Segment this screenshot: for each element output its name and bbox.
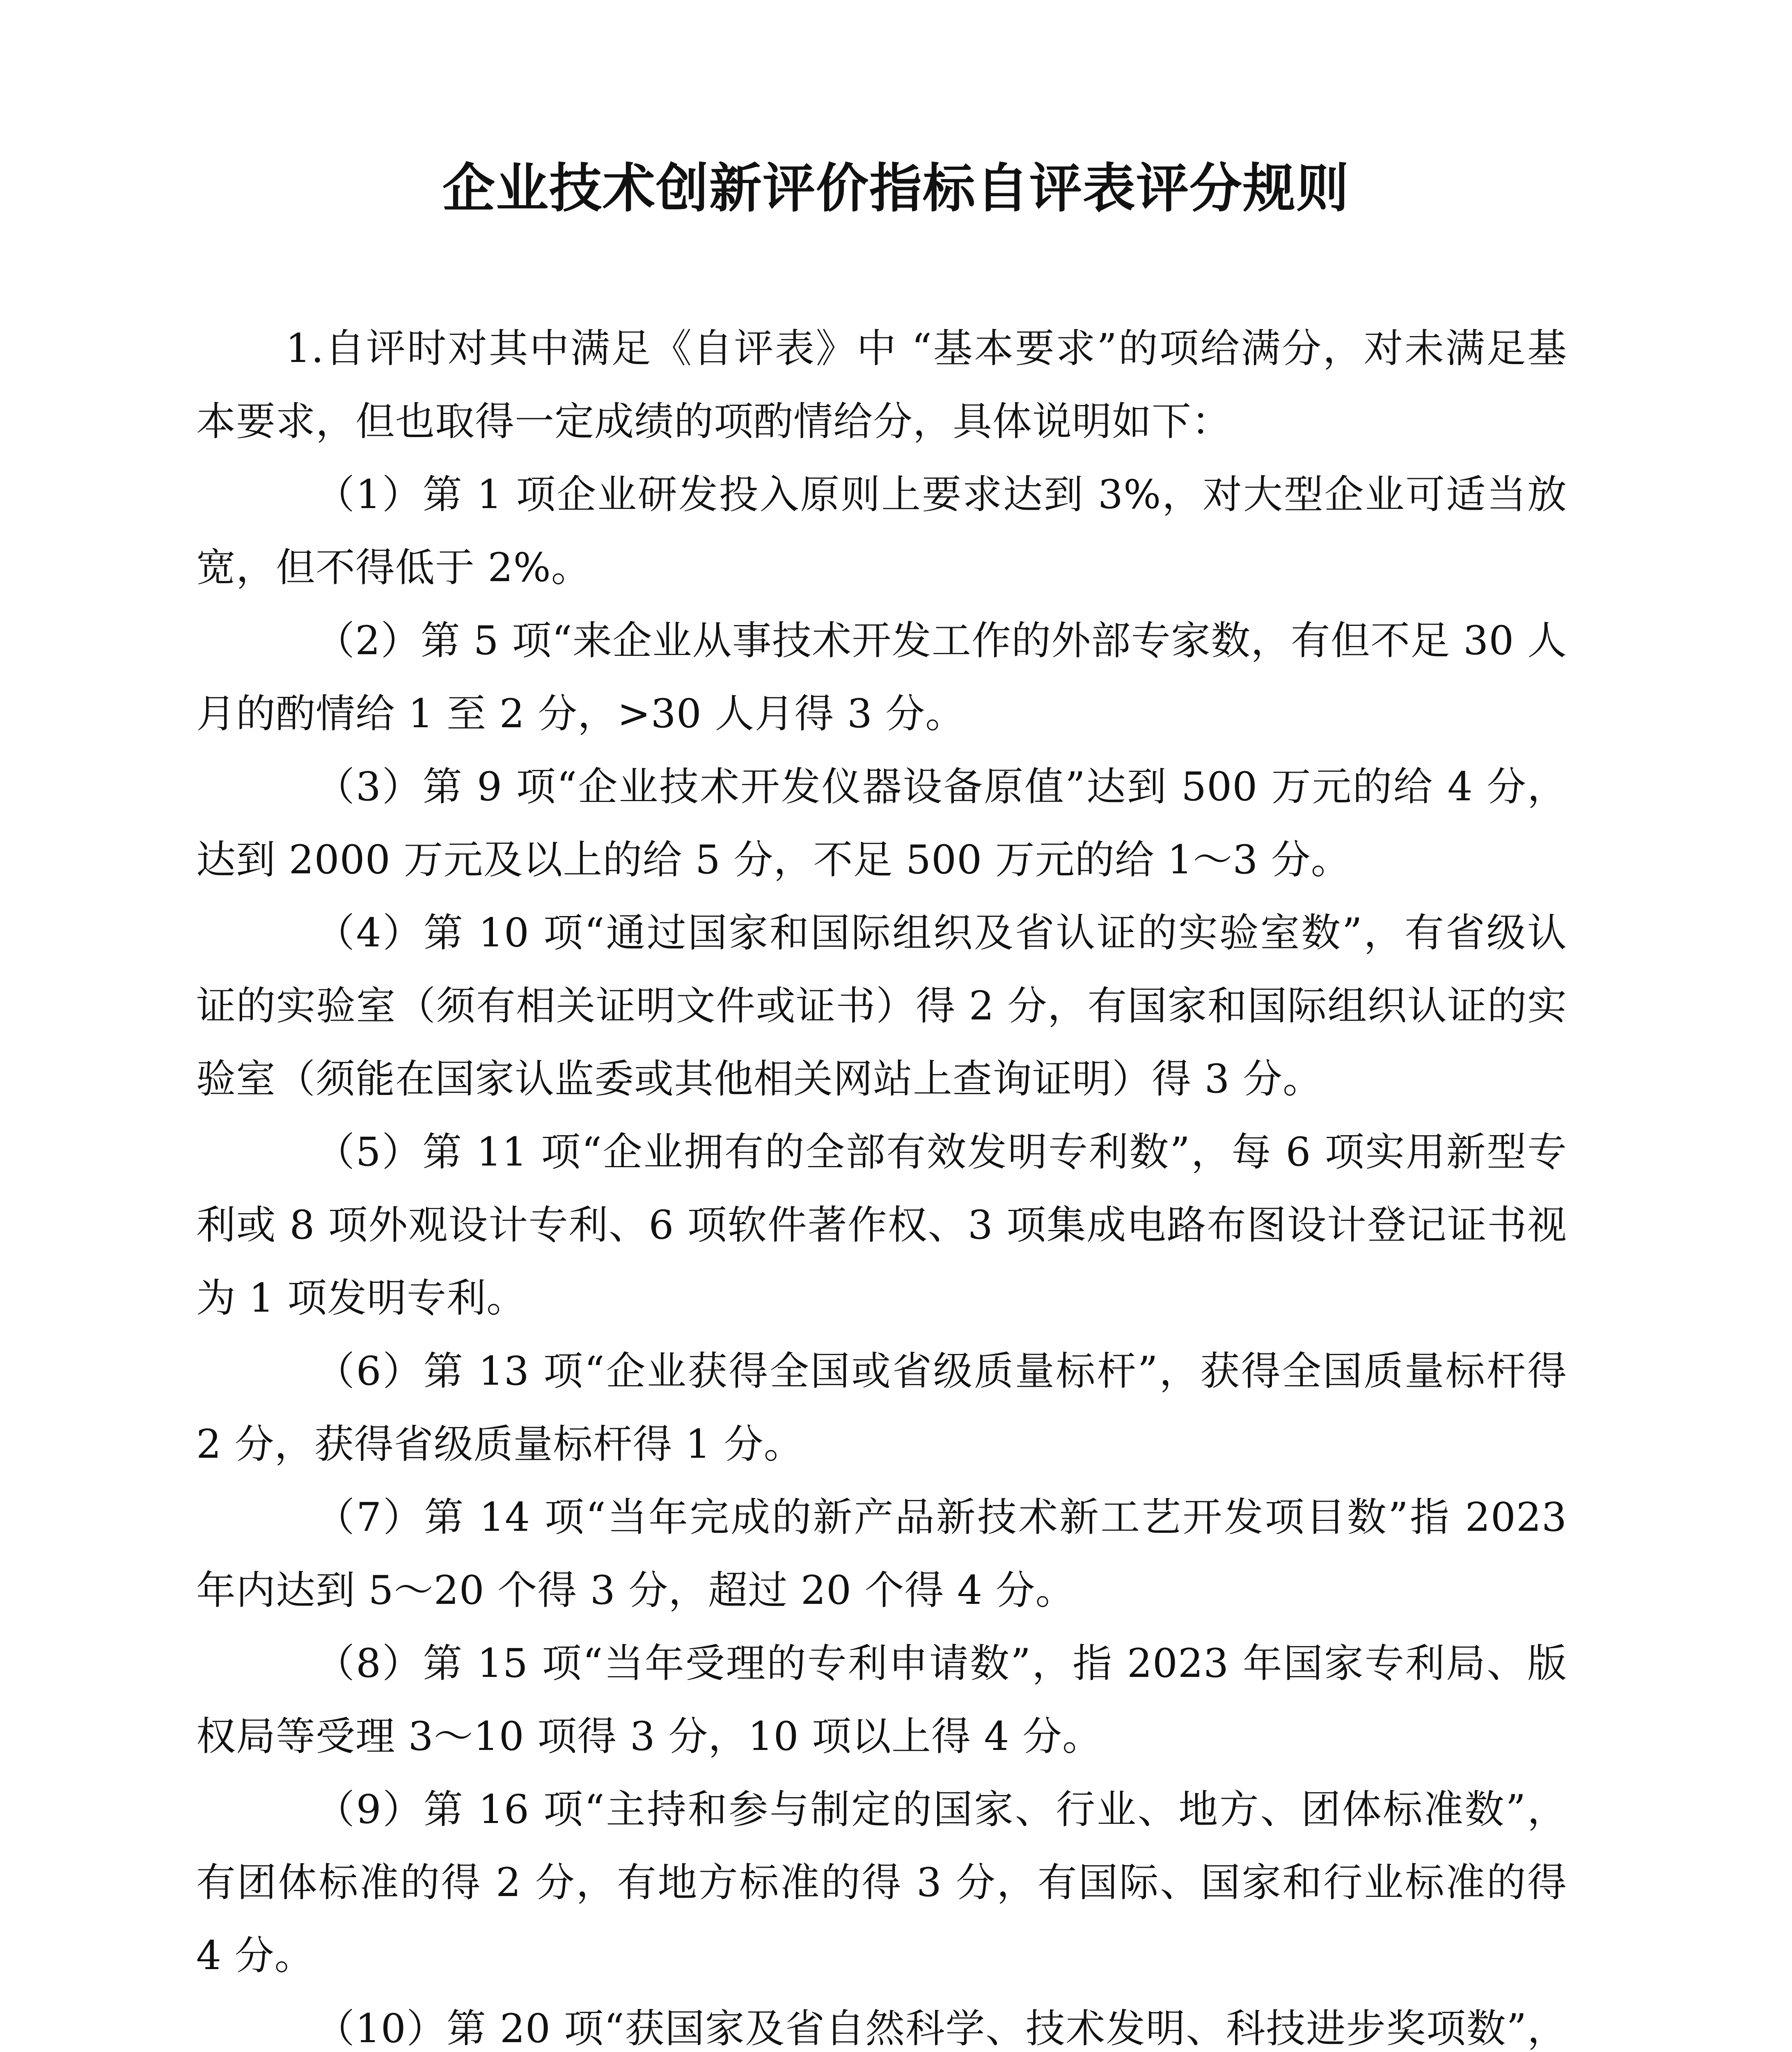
paragraph-item-2: （2）第 5 项“来企业从事技术开发工作的外部专家数，有但不足 30 人月的酌情给 1 至 2 分，>30 人月得 3 分。 bbox=[196, 618, 1567, 737]
document-title: 企业技术创新评价指标自评表评分规则 bbox=[442, 158, 1350, 219]
paragraph-item-5: （5）第 11 项“企业拥有的全部有效发明专利数”，每 6 项实用新型专利或 8 项外观设计专利、6 项软件著作权、3 项集成电路布图设计登记证书视为 1 项发明专利。 bbox=[196, 1129, 1567, 1321]
paragraph-item-3: （3）第 9 项“企业技术开发仪器设备原值”达到 500 万元的给 4 分，达到 2000 万元及以上的给 5 分，不足 500 万元的给 1～3 分。 bbox=[196, 764, 1567, 883]
paragraph-item-1: （1）第 1 项企业研发投入原则上要求达到 3%，对大型企业可适当放宽，但不得低于 2%。 bbox=[196, 472, 1567, 591]
paragraph-item-7: （7）第 14 项“当年完成的新产品新技术新工艺开发项目数”指 2023 年内达到 5～20 个得 3 分，超过 20 个得 4 分。 bbox=[196, 1494, 1567, 1613]
paragraph-item-4: （4）第 10 项“通过国家和国际组织及省认证的实验室数”，有省级认证的实验室（须有相关证明文件或证书）得 2 分，有国家和国际组织认证的实验室（须能在国家认监委或其他相关网站上查询证明）得 3 分。 bbox=[196, 910, 1567, 1102]
paragraph-item-9: （9）第 16 项“主持和参与制定的国家、行业、地方、团体标准数”，有团体标准的得 2 分，有地方标准的得 3 分，有国际、国家和行业标准的得 4 分。 bbox=[196, 1786, 1567, 1979]
document-body bbox=[196, 312, 1567, 2052]
paragraph-rule-1: 1.自评时对其中满足《自评表》中 “基本要求”的项给满分，对未满足基本要求，但也取得一定成绩的项酌情给分，具体说明如下： bbox=[196, 325, 1567, 444]
paragraph-item-10: （10）第 20 项“获国家及省自然科学、技术发明、科技进步奖项数”， bbox=[315, 2006, 1567, 2052]
paragraph-item-8: （8）第 15 项“当年受理的专利申请数”，指 2023 年国家专利局、版权局等受理 3～10 项得 3 分，10 项以上得 4 分。 bbox=[196, 1640, 1567, 1759]
paragraph-item-6: （6）第 13 项“企业获得全国或省级质量标杆”，获得全国质量标杆得 2 分，获得省级质量标杆得 1 分。 bbox=[196, 1348, 1567, 1467]
